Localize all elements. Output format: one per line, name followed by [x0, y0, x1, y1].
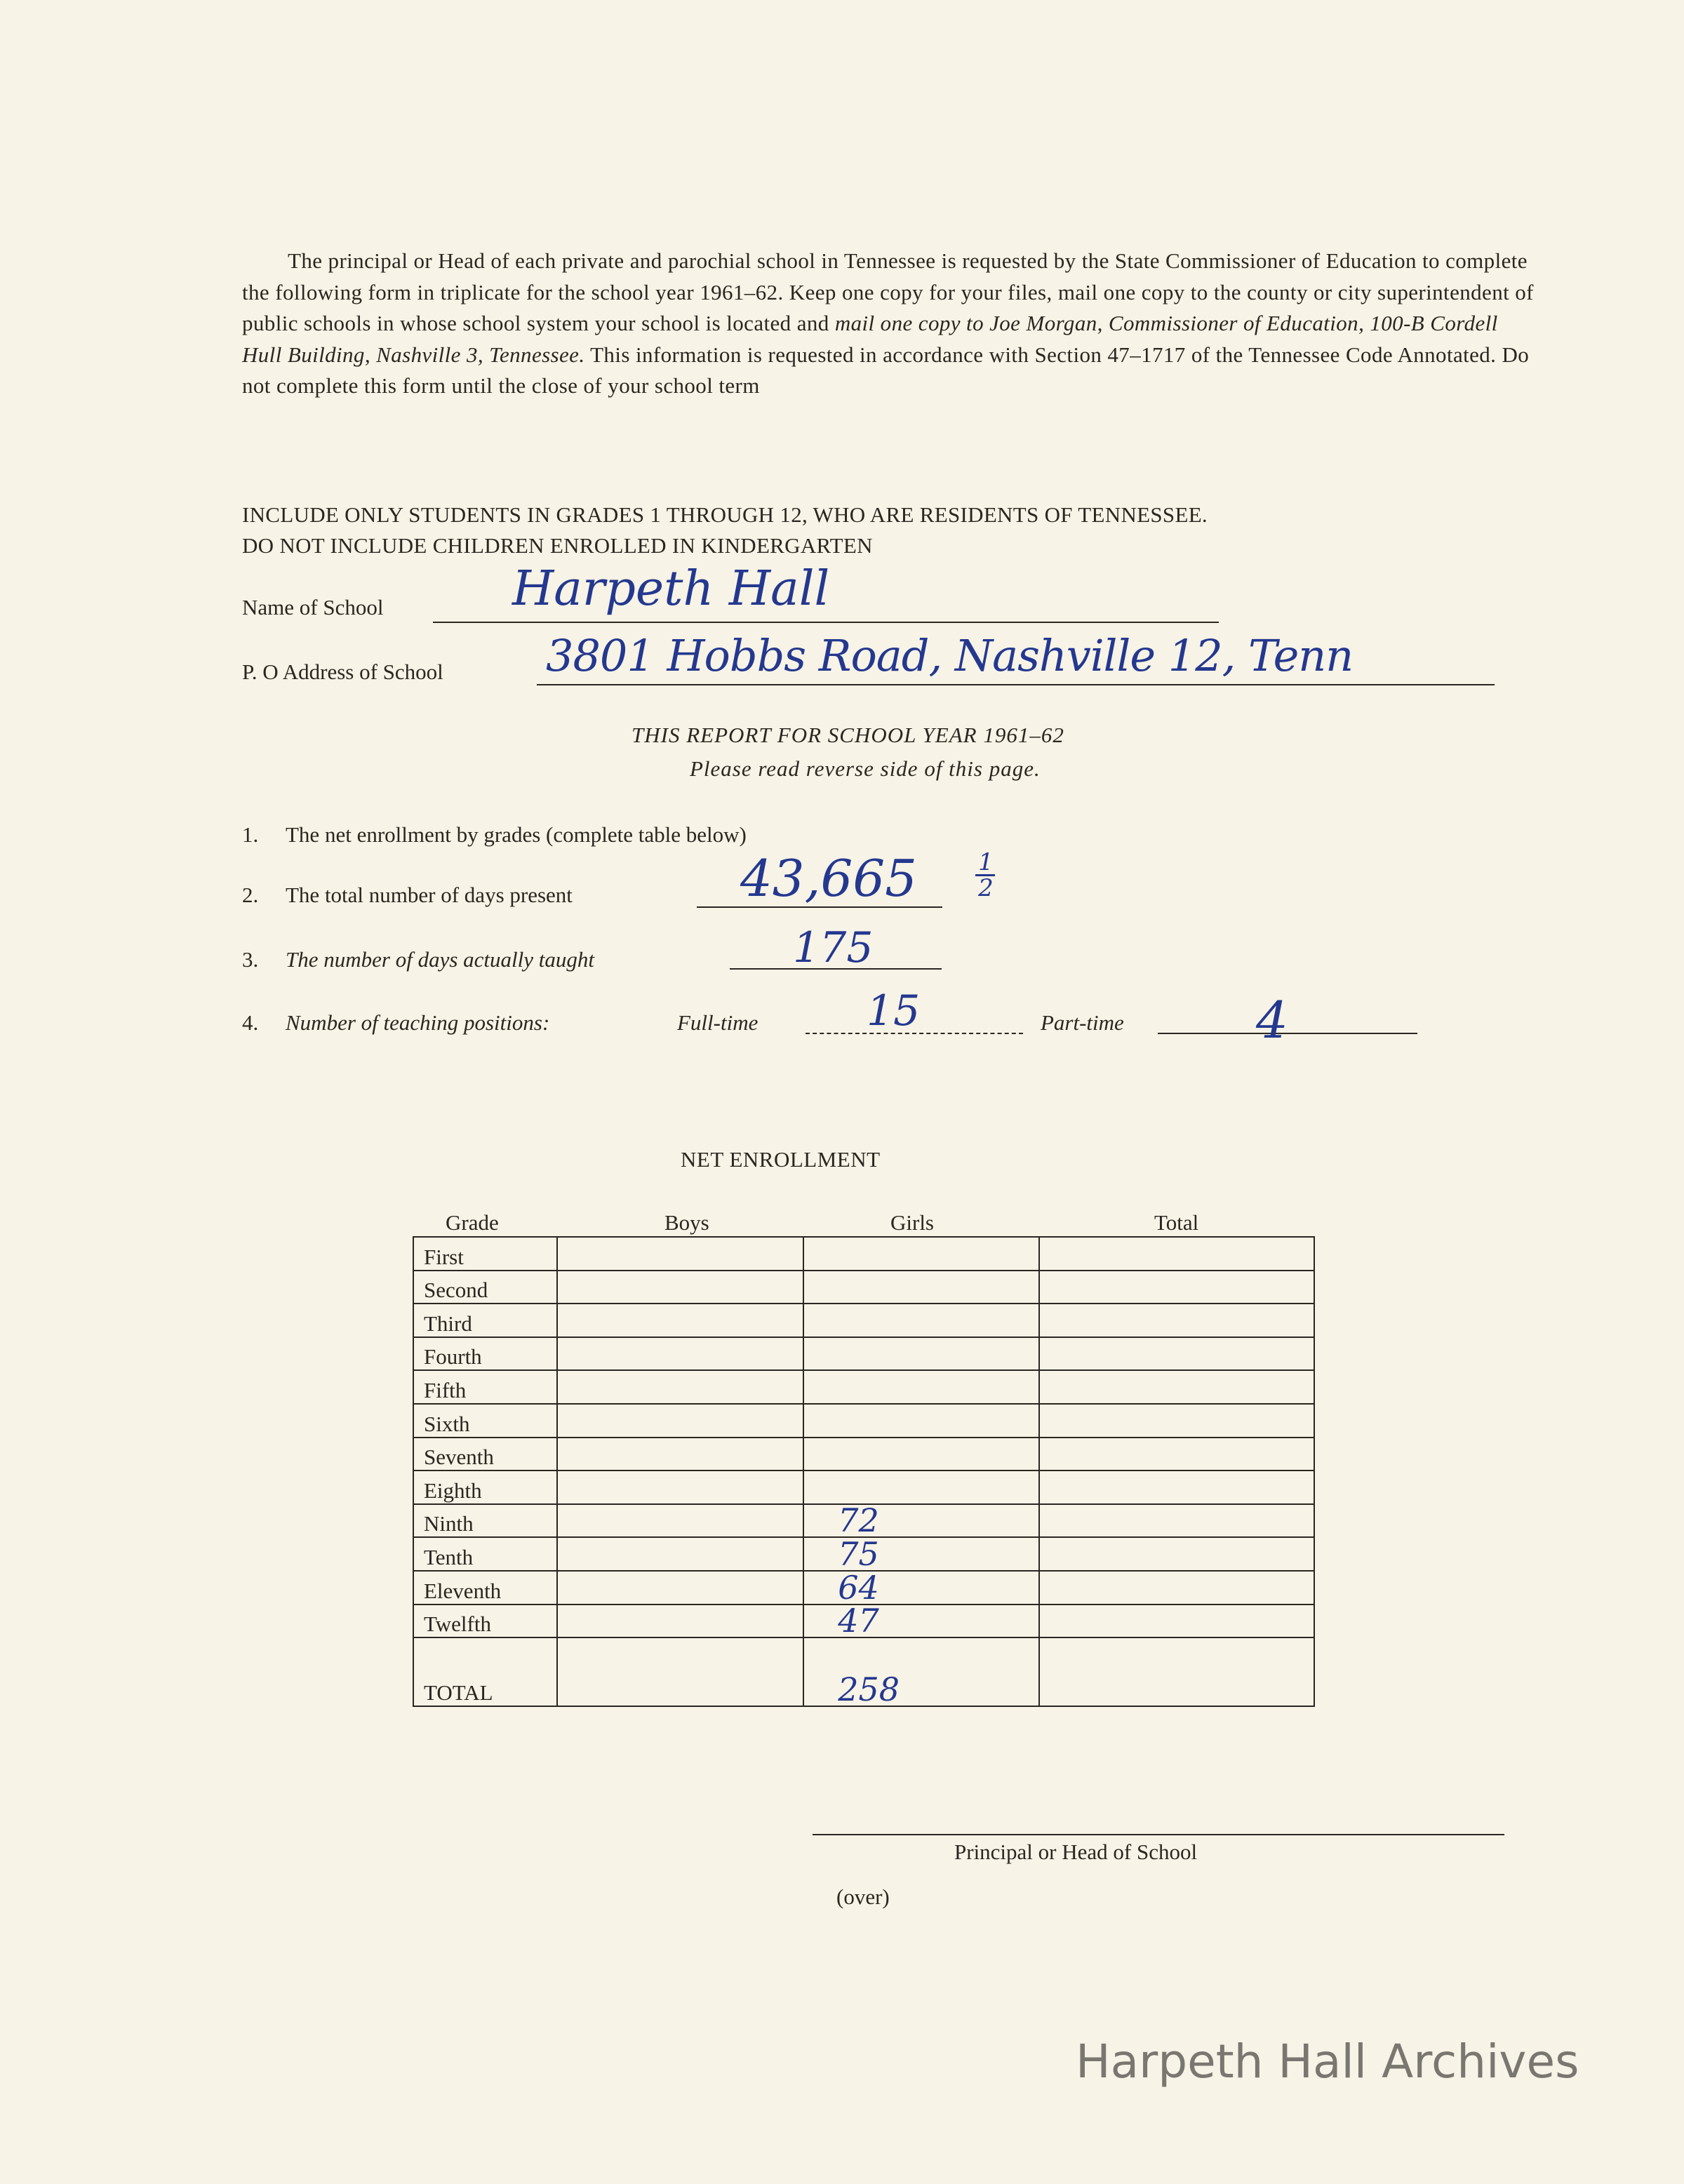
cell-boys — [557, 1504, 803, 1538]
cell-grade: Seventh — [413, 1438, 557, 1471]
include-line-2: DO NOT INCLUDE CHILDREN ENROLLED IN KINDERGARTEN — [242, 533, 873, 558]
cell-boys — [557, 1571, 803, 1604]
report-title: THIS REPORT FOR SCHOOL YEAR 1961–62 — [632, 723, 1064, 747]
cell-grade: Third — [413, 1304, 557, 1337]
table-total-row — [413, 1637, 1314, 1706]
school-name-label: Name of School — [242, 595, 384, 619]
cell-girls — [803, 1501, 1038, 1540]
signature-label: Principal or Head of School — [954, 1840, 1198, 1864]
school-address-line — [537, 684, 1495, 685]
cell-boys — [557, 1438, 803, 1471]
intro-text-2: This information is requested in accordance with Section 47–1717 of the Tennessee Code Annotated. Do not complete this form until the close of your school term — [242, 342, 1530, 398]
school-address-value: 3801 Hobbs Road, Nashville 12, Tenn — [546, 630, 1354, 681]
cell-boys — [557, 1237, 803, 1271]
cell-girls-value: 258 — [838, 1670, 900, 1709]
table-row — [413, 1304, 1314, 1337]
cell-boys — [557, 1304, 803, 1337]
question-2-fraction-numerator: 1 — [978, 848, 994, 876]
cell-total — [1039, 1571, 1314, 1604]
cell-girls-value: 75 — [838, 1534, 879, 1573]
question-3-text: The number of days actually taught — [286, 947, 594, 972]
table-row — [413, 1604, 1314, 1638]
cell-boys — [557, 1537, 803, 1571]
cell-grade: Twelfth — [413, 1604, 557, 1638]
cell-girls — [803, 1337, 1038, 1371]
report-subtitle: Please read reverse side of this page. — [690, 756, 1041, 781]
question-2-fraction — [975, 850, 996, 900]
table-row — [413, 1404, 1314, 1438]
question-4-number: 4. — [242, 1010, 259, 1035]
table-row — [413, 1571, 1314, 1604]
cell-total — [1039, 1370, 1314, 1404]
cell-girls — [803, 1568, 1038, 1607]
intro-text-1: The principal or Head of each private and parochial school in Tennessee is requested by the State Commissioner of Education to complete the following form in triplicate for the school year 1961–62. Keep one copy for your files, mail one copy to the county or city superintendent of public schools in whose school system your school is located and — [242, 248, 1534, 335]
cell-boys — [557, 1271, 803, 1304]
cell-grade: Fifth — [413, 1370, 557, 1404]
table-row — [413, 1370, 1314, 1404]
question-1 — [242, 822, 747, 848]
cell-total — [1039, 1237, 1314, 1271]
cell-boys — [557, 1604, 803, 1638]
cell-total — [1039, 1404, 1314, 1438]
question-2-number: 2. — [242, 883, 259, 907]
net-enrollment-title: NET ENROLLMENT — [681, 1147, 881, 1172]
cell-total — [1039, 1271, 1314, 1304]
cell-girls — [803, 1237, 1038, 1271]
table-row — [413, 1470, 1314, 1504]
cell-girls — [803, 1404, 1038, 1438]
column-header-boys: Boys — [664, 1210, 709, 1235]
cell-total — [1039, 1337, 1314, 1371]
cell-total — [1039, 1604, 1314, 1638]
question-3 — [242, 947, 594, 972]
cell-girls — [803, 1470, 1038, 1504]
column-header-girls: Girls — [890, 1210, 934, 1235]
question-4-text: Number of teaching positions: — [286, 1010, 550, 1035]
question-3-number: 3. — [242, 947, 259, 972]
cell-grade: Tenth — [413, 1537, 557, 1571]
cell-girls-value: 72 — [838, 1501, 879, 1540]
question-4-parttime-value: 4 — [1256, 991, 1288, 1050]
over-note: (over) — [836, 1884, 890, 1909]
cell-girls — [803, 1438, 1038, 1471]
question-2-fraction-denominator: 2 — [978, 874, 994, 902]
intro-text-mail-instructions: mail one copy to Joe Morgan, Commissioner of Education, 100-B Cordell Hull Building, Nashville 3, Tennessee. — [242, 311, 1498, 367]
cell-total — [1039, 1637, 1314, 1706]
cell-grade: First — [413, 1237, 557, 1271]
cell-total — [1039, 1438, 1314, 1471]
cell-boys — [557, 1370, 803, 1404]
cell-girls-value: 47 — [838, 1602, 879, 1640]
cell-boys — [557, 1637, 803, 1706]
cell-girls — [803, 1304, 1038, 1337]
archive-watermark: Harpeth Hall Archives — [1076, 2035, 1579, 2089]
school-address-label: P. O Address of School — [242, 659, 443, 684]
question-4-fulltime-label: Full-time — [677, 1010, 759, 1035]
school-name-line — [433, 622, 1219, 623]
cell-girls — [803, 1604, 1038, 1638]
question-2-value: 43,665 — [740, 849, 917, 908]
table-row — [413, 1438, 1314, 1471]
cell-grade: Sixth — [413, 1404, 557, 1438]
cell-boys — [557, 1404, 803, 1438]
column-header-grade: Grade — [446, 1210, 499, 1235]
cell-grade: Fourth — [413, 1337, 557, 1371]
intro-paragraph — [242, 246, 1540, 402]
cell-girls — [803, 1370, 1038, 1404]
question-4-fulltime-value: 15 — [867, 986, 921, 1036]
table-row — [413, 1504, 1314, 1538]
question-4-parttime-label: Part-time — [1041, 1010, 1124, 1035]
table-row — [413, 1537, 1314, 1571]
enrollment-table — [413, 1236, 1315, 1707]
cell-grade: Ninth — [413, 1504, 557, 1538]
include-notice — [242, 500, 1575, 561]
question-2 — [242, 883, 573, 908]
table-row — [413, 1237, 1314, 1271]
question-1-text: The net enrollment by grades (complete table below) — [286, 822, 747, 847]
cell-grade: Second — [413, 1271, 557, 1304]
cell-grade: Eleventh — [413, 1571, 557, 1604]
cell-girls — [803, 1534, 1038, 1573]
question-2-text: The total number of days present — [286, 883, 573, 907]
column-header-total: Total — [1154, 1210, 1199, 1235]
cell-boys — [557, 1470, 803, 1504]
cell-total — [1039, 1304, 1314, 1337]
cell-total — [1039, 1470, 1314, 1504]
cell-grade: TOTAL — [413, 1637, 557, 1706]
cell-total — [1039, 1504, 1314, 1538]
cell-girls — [803, 1271, 1038, 1304]
question-3-value: 175 — [793, 923, 874, 972]
question-1-number: 1. — [242, 822, 259, 847]
signature-line — [813, 1834, 1504, 1835]
cell-grade: Eighth — [413, 1470, 557, 1504]
cell-girls — [803, 1637, 1038, 1709]
table-row — [413, 1337, 1314, 1371]
question-4 — [242, 1010, 549, 1036]
school-name-value: Harpeth Hall — [512, 561, 830, 617]
cell-boys — [557, 1337, 803, 1371]
cell-total — [1039, 1537, 1314, 1571]
table-row — [413, 1271, 1314, 1304]
include-line-1: INCLUDE ONLY STUDENTS IN GRADES 1 THROUGH 12, WHO ARE RESIDENTS OF TENNESSEE. — [242, 502, 1208, 527]
cell-girls-value: 64 — [838, 1568, 879, 1607]
